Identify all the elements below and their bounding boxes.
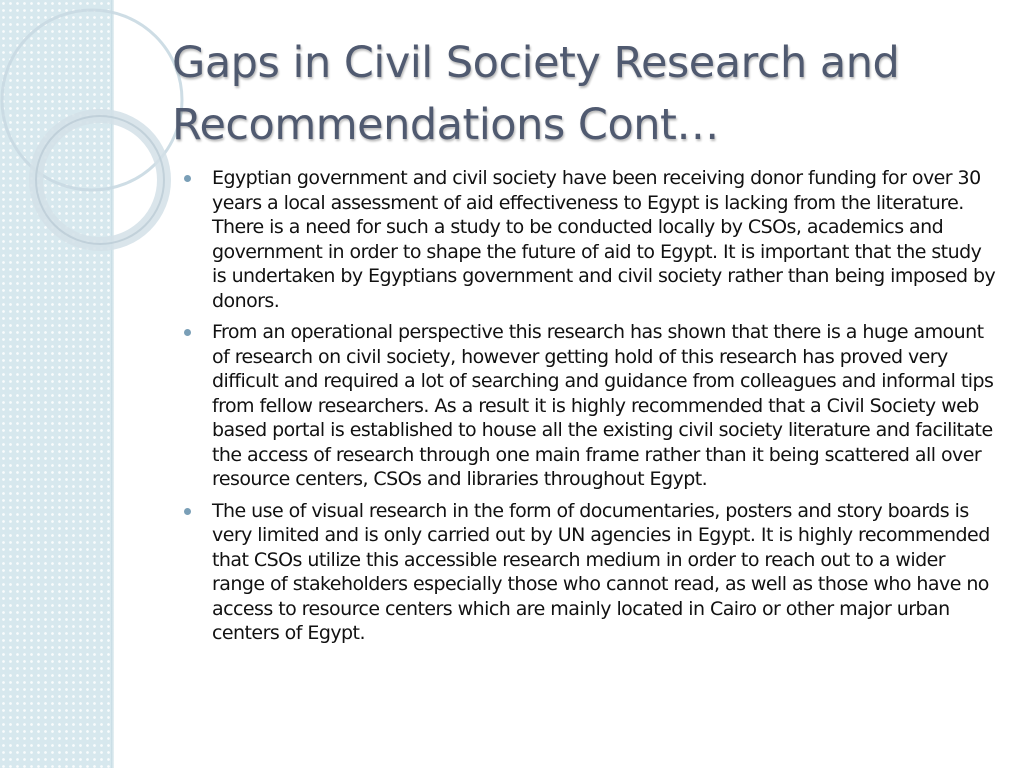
bullet-icon — [184, 508, 191, 515]
list-item — [182, 320, 998, 492]
bullet-text: The use of visual research in the form of documentaries, posters and story boards is very limited and is only carried out by UN agencies in Egypt. It is highly recommended that CSOs utilize this accessible research medium in order to reach out to a wider range of stakeholders especially those who cannot read, as well as those who have no access to resource centers which are mainly located in Cairo or other major urban centers of Egypt. — [212, 499, 990, 644]
bullet-text: Egyptian government and civil society have been receiving donor funding for over 30 years a local assessment of aid effectiveness to Egypt is lacking from the literature. There is a need for such a study to be conducted locally by CSOs, academics and government in order to shape the future of aid to Egypt. It is important that the study is undertaken by Egyptians government and civil society rather than being imposed by donors. — [212, 167, 996, 312]
list-item — [182, 499, 998, 646]
slide-title: Gaps in Civil Society Research and Recommendations Cont… — [172, 38, 900, 150]
bullet-icon — [184, 175, 191, 182]
decorative-circles — [0, 0, 160, 300]
bullet-list — [182, 166, 998, 653]
list-item — [182, 166, 998, 313]
bullet-text: From an operational perspective this research has shown that there is a huge amount of research on civil society, however getting hold of this research has proved very difficult and required a lot of searching and guidance from colleagues and informal tips from fellow researchers. As a result it is highly recommended that a Civil Society web based portal is established to house all the existing civil society literature and facilitate the access of research through one main frame rather than it being scattered all over resource centers, CSOs and libraries throughout Egypt. — [212, 321, 994, 490]
bullet-icon — [184, 329, 191, 336]
